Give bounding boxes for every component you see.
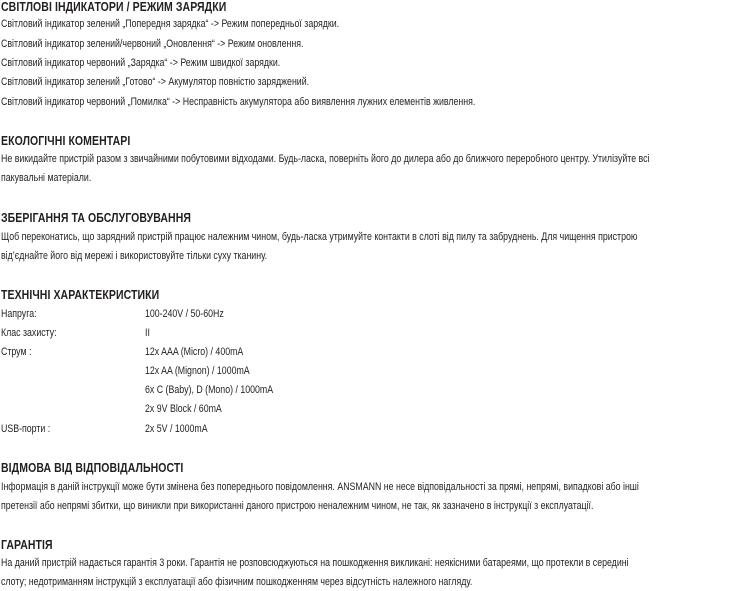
charging-mode-line: Світловий індикатор зелений „Готово“ -> Акумулятор повністю заряджений. (1, 76, 310, 88)
charging-mode-line: Світловий індикатор червоний „Зарядка“ -> Режим швидкої зарядки. (1, 57, 281, 69)
charging-mode-line: Світловий індикатор зелений „Попередня зарядка“ -> Режим попередньої зарядки. (1, 18, 340, 30)
spec-value: 12x AAA (Micro) / 400mA (145, 346, 244, 358)
spec-value: II (145, 327, 150, 339)
eco-line: пакувальні матеріали. (1, 172, 92, 184)
disclaimer-line: Інформація в даній інструкції може бути змінена без попереднього повідомлення. ANSMANN не несе відповідальності за прямі, непрямі, випадкові або інші (1, 481, 639, 493)
warranty-line: На даний пристрій надається гарантія 3 роки. Гарантія не розповсюджуються на пошкодження викликані: неякісними батареями, що протекли в середині (1, 557, 629, 569)
storage-heading: ЗБЕРІГАННЯ ТА ОБСЛУГОВУВАННЯ (1, 211, 192, 225)
storage-line: Щоб переконатись, що зарядний пристрій працює належним чином, будь-ласка утримуйте контакти в слоті від пилу та забруднень. Для чищення пристрою (1, 231, 638, 243)
disclaimer-line: претензії або непрямі збитки, що виникли при використанні даного пристрою неналежним чином, не так, як зазначено в інструкції з експлуатації. (1, 500, 594, 512)
eco-heading: ЕКОЛОГІЧНІ КОМЕНТАРІ (1, 134, 131, 148)
spec-value: 100-240V / 50-60Hz (145, 308, 224, 320)
eco-line: Не викидайте пристрій разом з звичайними побутовими відходами. Будь-ласка, поверніть його до дилера або до ближчого переробного центру. Утилізуйте всі (1, 153, 650, 165)
charging-modes-heading: СВІТЛОВІ ІНДИКАТОРИ / РЕЖИМ ЗАРЯДКИ (1, 0, 227, 14)
warranty-heading: ГАРАНТІЯ (1, 538, 53, 552)
disclaimer-heading: ВІДМОВА ВІД ВІДПОВІДАЛЬНОСТІ (1, 461, 184, 475)
charging-mode-line: Світловий індикатор червоний „Помилка“ -> Несправність акумулятора або виявлення лужних елементів живлення. (1, 96, 476, 108)
specs-heading: ТЕХНІЧНІ ХАРАКТЕКРИСТИКИ (1, 288, 160, 302)
warranty-line: слоту; недотриманням інструкцій з експлуатації або фізичним пошкодженням через відсутність належного нагляду. (1, 576, 473, 588)
spec-value: 6x C (Baby), D (Mono) / 1000mA (145, 384, 274, 396)
storage-line: від’єднайте його від мережі і використовуйте тільки суху тканину. (1, 250, 268, 262)
spec-label: Струм : (1, 346, 32, 358)
spec-label: Напруга: (1, 308, 37, 320)
spec-label: USB-порти : (1, 423, 51, 435)
spec-label: Клас захисту: (1, 327, 57, 339)
spec-value: 12x AA (Mignon) / 1000mA (145, 365, 250, 377)
spec-value: 2x 5V / 1000mA (145, 423, 208, 435)
spec-value: 2x 9V Block / 60mA (145, 403, 222, 415)
charging-mode-line: Світловий індикатор зелений/червоний „Оновлення“ -> Режим оновлення. (1, 38, 304, 50)
